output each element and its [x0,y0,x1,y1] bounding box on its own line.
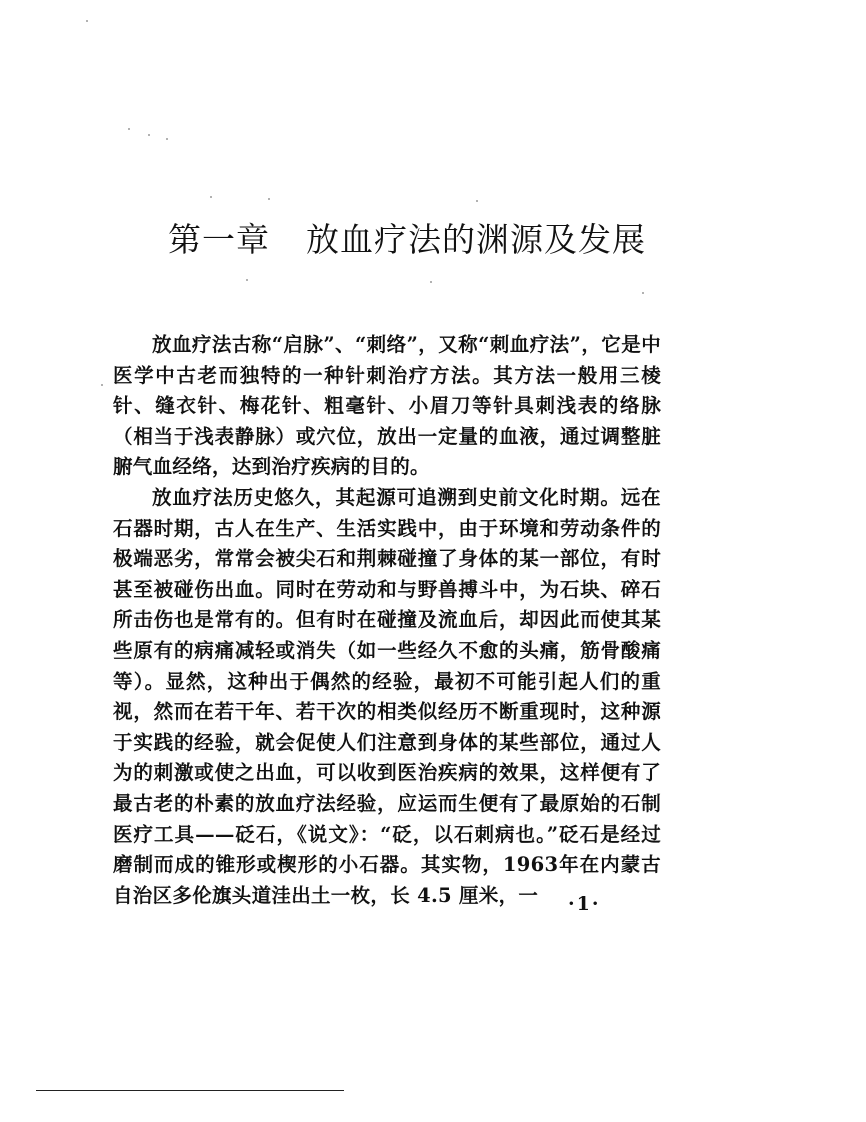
scan-speck [101,384,103,386]
scan-speck [246,279,248,281]
scan-speck [166,138,168,140]
paragraph: 放血疗法历史悠久，其起源可追溯到史前文化时期。远在石器时期，古人在生产、生活实践中，由于环境和劳动条件的极端恶劣，常常会被尖石和荆棘碰撞了身体的某一部位，有时甚至被碰伤出血。同时在劳动和与野兽搏斗中，为石块、碎石所击伤也是常有的。但有时在碰撞及流血后，却因此而使其某些原有的病痛减轻或消失（如一些经久不愈的头痛，筋骨酸痛等）。显然，这种出于偶然的经验，最初不可能引起人们的重视，然而在若干年、若干次的相类似经历不断重现时，这种源于实践的经验，就会促使人们注意到身体的某些部位，通过人为的刺激或使之出血，可以收到医治疾病的效果，这样便有了最古老的朴素的放血疗法经验，应运而生便有了最原始的石制医疗工具——砭石，《说文》：“砭，以石刺病也。”砭石是经过磨制而成的锥形或楔形的小石器。其实物，1963年在内蒙古自治区多伦旗头道洼出土一枚，长 4.5 厘米，一 [113,485,661,907]
scan-speck [642,292,644,294]
footnote-divider [36,1090,344,1091]
scan-speck [476,200,478,202]
chapter-title [168,214,648,261]
scan-speck [430,281,432,283]
scan-speck [210,196,212,198]
page-number: ·1· [568,893,601,915]
chapter-heading: 放血疗法的渊源及发展 [306,220,646,259]
scan-speck [148,134,150,136]
body-text [113,330,661,911]
scan-speck [128,128,130,130]
chapter-number: 第一章 [168,220,270,259]
scan-speck [268,198,270,200]
paragraph: 放血疗法古称“启脉”、“刺络”，又称“刺血疗法”，它是中医学中古老而独特的一种针刺治疗方法。其方法一般用三棱针、缝衣针、梅花针、粗毫针、小眉刀等针具刺浅表的络脉（相当于浅表静脉）或穴位，放出一定量的血液，通过调整脏腑气血经络，达到治疗疾病的目的。 [113,333,661,479]
scan-speck [86,20,88,22]
